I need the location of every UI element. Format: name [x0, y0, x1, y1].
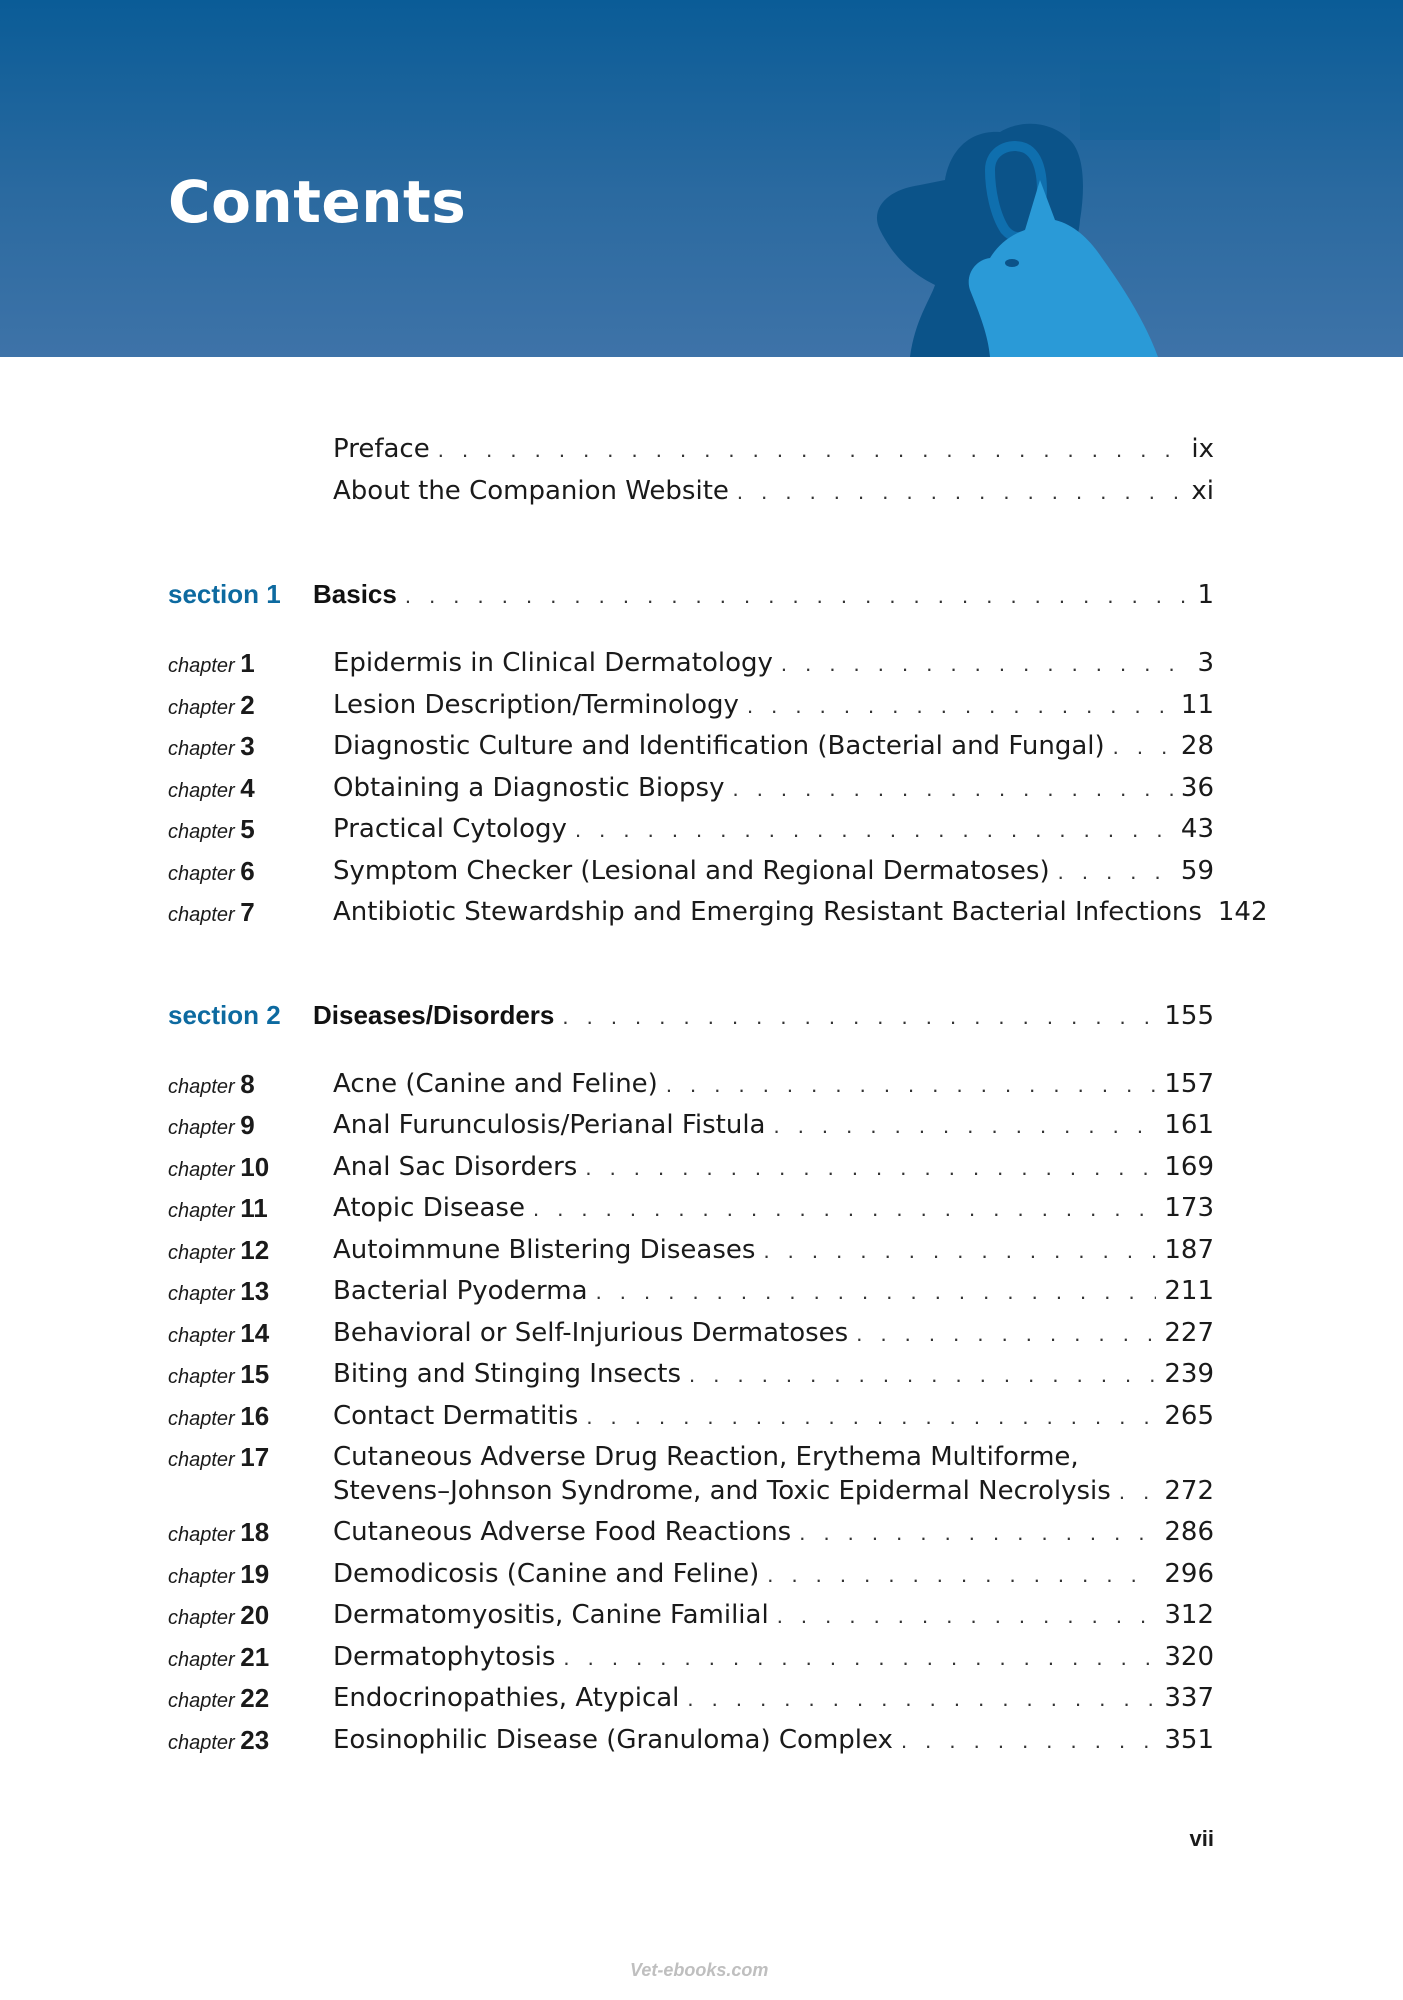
- chapter-number: chapter 9: [168, 1110, 255, 1140]
- entry-title: Obtaining a Diagnostic Biopsy: [333, 773, 725, 803]
- dot-leader: [777, 1599, 1157, 1633]
- dot-leader: [585, 1151, 1156, 1185]
- chapter-number: chapter 23: [168, 1725, 270, 1755]
- entry-title: Dermatomyositis, Canine Familial: [333, 1600, 769, 1630]
- dot-leader: [763, 1234, 1156, 1268]
- dot-leader: [533, 1192, 1156, 1226]
- entry-page: 169: [1164, 1152, 1214, 1182]
- chapter-number: chapter 1: [168, 648, 255, 678]
- dot-leader: [689, 1358, 1156, 1392]
- watermark: Vet-ebooks.com: [630, 1960, 769, 1980]
- entry-title: Practical Cytology: [333, 814, 567, 844]
- chapter-number: chapter 15: [168, 1359, 270, 1389]
- toc-entry: [333, 432, 1214, 467]
- chapter-number: chapter 13: [168, 1276, 270, 1306]
- chapter-number: chapter 14: [168, 1318, 270, 1348]
- entry-page: 173: [1164, 1193, 1214, 1223]
- chapter-number: chapter 5: [168, 814, 255, 844]
- dot-leader: [737, 475, 1183, 509]
- entry-page: 161: [1164, 1110, 1214, 1140]
- dot-leader: [747, 689, 1173, 723]
- page-title: Contents: [168, 168, 467, 236]
- entry-page: 239: [1164, 1359, 1214, 1389]
- chapter-number: chapter 10: [168, 1152, 270, 1182]
- dot-leader: [563, 1641, 1156, 1675]
- entry-title: Behavioral or Self-Injurious Dermatoses: [333, 1318, 849, 1348]
- chapter-number: chapter 17: [168, 1442, 270, 1472]
- section-title: Diseases/Disorders: [313, 1000, 555, 1030]
- dot-leader: [781, 647, 1190, 681]
- dot-leader: [575, 813, 1173, 847]
- dot-leader: [596, 1275, 1157, 1309]
- entry-title: Dermatophytosis: [333, 1642, 556, 1672]
- toc-entry: [333, 474, 1214, 509]
- chapter-number: chapter 12: [168, 1235, 270, 1265]
- dot-leader: [687, 1682, 1156, 1716]
- chapter-number: chapter 4: [168, 773, 255, 803]
- entry-page: 337: [1164, 1683, 1214, 1713]
- entry-title: Biting and Stinging Insects: [333, 1359, 682, 1389]
- entry-title: About the Companion Website: [333, 476, 729, 506]
- entry-title-line2: Stevens–Johnson Syndrome, and Toxic Epidermal Necrolysis: [333, 1476, 1111, 1506]
- section-entry: [313, 998, 1214, 1034]
- entry-page: 36: [1180, 773, 1214, 803]
- chapter-number: chapter 7: [168, 897, 255, 927]
- entry-page: 43: [1180, 814, 1214, 844]
- entry-title: Bacterial Pyoderma: [333, 1276, 588, 1306]
- entry-page: 272: [1164, 1476, 1214, 1506]
- section-page: 1: [1197, 580, 1214, 610]
- entry-title: Contact Dermatitis: [333, 1401, 579, 1431]
- chapter-number: chapter 3: [168, 731, 255, 761]
- chapter-number: chapter 8: [168, 1069, 255, 1099]
- entry-page: ix: [1191, 434, 1214, 464]
- toc-chapter-17[interactable]: [168, 1440, 1214, 1508]
- entry-page: 320: [1164, 1642, 1214, 1672]
- chapter-number: chapter 18: [168, 1517, 270, 1547]
- entry-page: 157: [1164, 1069, 1214, 1099]
- dot-leader: [901, 1724, 1156, 1758]
- section-label: section 1: [168, 579, 281, 609]
- entry-title: Autoimmune Blistering Diseases: [333, 1235, 756, 1265]
- entry-page: 211: [1164, 1276, 1214, 1306]
- entry-page: 11: [1180, 690, 1214, 720]
- dot-leader: [732, 772, 1172, 806]
- entry-title: Anal Furunculosis/Perianal Fistula: [333, 1110, 766, 1140]
- chapter-number: chapter 2: [168, 690, 255, 720]
- entry-title: Eosinophilic Disease (Granuloma) Complex: [333, 1725, 893, 1755]
- entry-page: 296: [1164, 1559, 1214, 1589]
- dot-leader: [666, 1068, 1157, 1102]
- page-folio: vii: [1189, 1826, 1214, 1851]
- entry-title-line1: Cutaneous Adverse Drug Reaction, Erythema Multiforme,: [333, 1442, 1079, 1472]
- entry-title: Symptom Checker (Lesional and Regional Dermatoses): [333, 856, 1050, 886]
- entry-title: Preface: [333, 434, 430, 464]
- dot-leader: [405, 579, 1190, 613]
- entry-page: 187: [1164, 1235, 1214, 1265]
- entry-title: Acne (Canine and Feline): [333, 1069, 658, 1099]
- entry-title: Diagnostic Culture and Identification (Bacterial and Fungal): [333, 731, 1105, 761]
- entry-page: 312: [1164, 1600, 1214, 1630]
- section-page: 155: [1164, 1001, 1214, 1031]
- entry-page: 351: [1164, 1725, 1214, 1755]
- entry-page: 59: [1180, 856, 1214, 886]
- entry-page: 286: [1164, 1517, 1214, 1547]
- chapter-number: chapter 20: [168, 1600, 270, 1630]
- section-entry: [313, 577, 1214, 613]
- chapter-number: chapter 19: [168, 1559, 270, 1589]
- entry-page: xi: [1191, 476, 1214, 506]
- entry-title: Epidermis in Clinical Dermatology: [333, 648, 773, 678]
- section-title: Basics: [313, 579, 397, 609]
- dot-leader: [586, 1400, 1156, 1434]
- dot-leader: [1113, 730, 1173, 764]
- chapter-number: chapter 6: [168, 856, 255, 886]
- entry-page: 3: [1197, 648, 1214, 678]
- entry-title: Demodicosis (Canine and Feline): [333, 1559, 760, 1589]
- chapter-number: chapter 22: [168, 1683, 270, 1713]
- chapter-number: chapter 11: [168, 1193, 268, 1223]
- dot-leader: [799, 1516, 1156, 1550]
- dot-leader: [773, 1109, 1156, 1143]
- entry-page: 265: [1164, 1401, 1214, 1431]
- entry-title: Antibiotic Stewardship and Emerging Resistant Bacterial Infections: [333, 897, 1202, 927]
- entry-page: 227: [1164, 1318, 1214, 1348]
- dot-leader: [767, 1558, 1156, 1592]
- entry-title: Anal Sac Disorders: [333, 1152, 578, 1182]
- dot-leader: [1119, 1475, 1157, 1509]
- entry-title: Lesion Description/Terminology: [333, 690, 739, 720]
- dot-leader: [856, 1317, 1156, 1351]
- dot-leader: [1058, 855, 1173, 889]
- dot-leader: [562, 1000, 1156, 1034]
- section-label: section 2: [168, 1000, 281, 1030]
- entry-page: 142: [1217, 897, 1268, 927]
- entry-title: Atopic Disease: [333, 1193, 525, 1223]
- entry-page: 28: [1180, 731, 1214, 761]
- chapter-number: chapter 21: [168, 1642, 270, 1672]
- entry-title: Cutaneous Adverse Food Reactions: [333, 1517, 792, 1547]
- chapter-number: chapter 16: [168, 1401, 270, 1431]
- dot-leader: [438, 433, 1184, 467]
- entry-title: Endocrinopathies, Atypical: [333, 1683, 680, 1713]
